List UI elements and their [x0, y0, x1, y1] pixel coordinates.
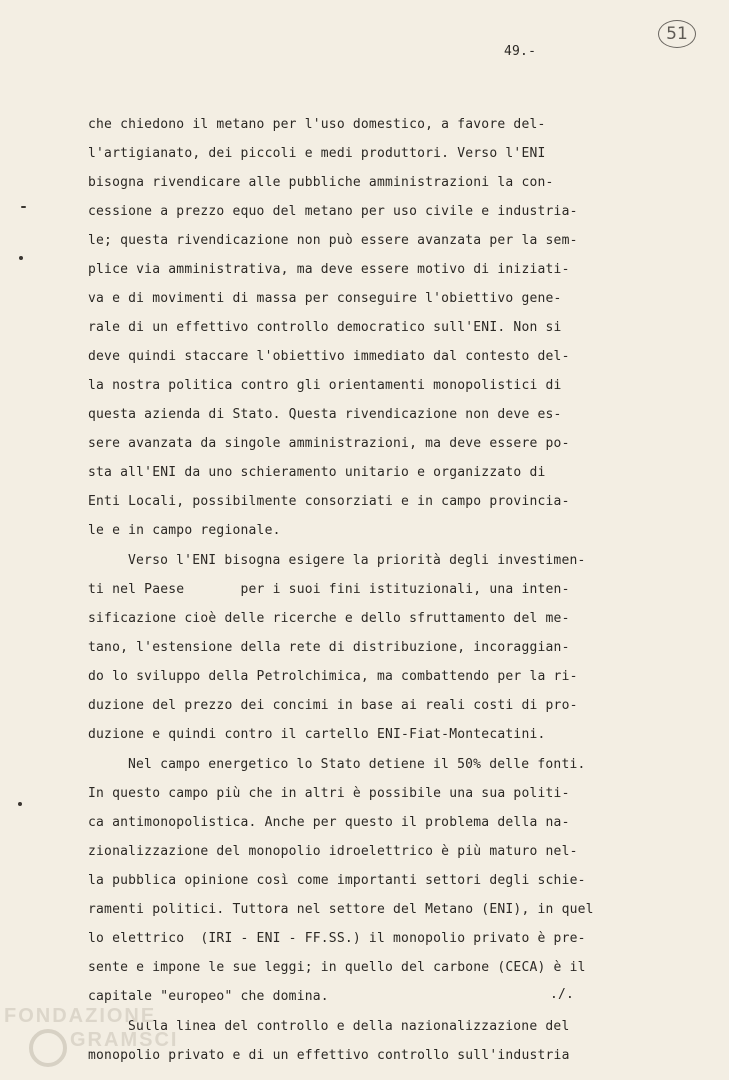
- text-line: Nel campo energetico lo Stato detiene il 50% delle fonti.: [128, 757, 586, 772]
- text-line: ca antimonopolistica. Anche per questo il problema della na-: [88, 815, 570, 830]
- margin-mark: [21, 206, 26, 208]
- text-line: zionalizzazione del monopolio idroelettrico è più maturo nel-: [88, 844, 578, 859]
- text-line: sta all'ENI da uno schieramento unitario e organizzato di: [88, 465, 546, 480]
- text-line: Enti Locali, possibilmente consorziati e in campo provincia-: [88, 494, 570, 509]
- text-line: sente e impone le sue leggi; in quello del carbone (CECA) è il: [88, 960, 586, 975]
- text-line: capitale "europeo" che domina.: [88, 989, 329, 1004]
- text-line: ramenti politici. Tuttora nel settore del Metano (ENI), in quel: [88, 902, 594, 917]
- archive-number-stamp: 51: [658, 20, 696, 48]
- text-line: le e in campo regionale.: [88, 523, 281, 538]
- text-line: le; questa rivendicazione non può essere avanzata per la sem-: [88, 233, 578, 248]
- text-line: duzione del prezzo dei concimi in base ai reali costi di pro-: [88, 698, 578, 713]
- text-line: va e di movimenti di massa per conseguire l'obiettivo gene-: [88, 291, 562, 306]
- text-line: che chiedono il metano per l'uso domestico, a favore del-: [88, 117, 546, 132]
- text-line: la nostra politica contro gli orientamenti monopolistici di: [88, 378, 562, 393]
- watermark-ring: [31, 1031, 65, 1065]
- text-line: monopolio privato e di un effettivo controllo sull'industria: [88, 1048, 570, 1063]
- text-line: lo elettrico (IRI - ENI - FF.SS.) il monopolio privato è pre-: [88, 931, 586, 946]
- text-line: Verso l'ENI bisogna esigere la priorità degli investimen-: [128, 553, 586, 568]
- text-line: In questo campo più che in altri è possibile una sua politi-: [88, 786, 570, 801]
- text-line: do lo sviluppo della Petrolchimica, ma combattendo per la ri-: [88, 669, 578, 684]
- text-line: sificazione cioè delle ricerche e dello sfruttamento del me-: [88, 611, 570, 626]
- watermark-line2: GRAMSCI: [70, 1029, 179, 1051]
- text-line: duzione e quindi contro il cartello ENI-Fiat-Montecatini.: [88, 727, 546, 742]
- watermark-logo: [0, 1000, 200, 1070]
- text-line: cessione a prezzo equo del metano per uso civile e industria-: [88, 204, 578, 219]
- margin-mark: [18, 802, 22, 806]
- text-line: questa azienda di Stato. Questa rivendicazione non deve es-: [88, 407, 562, 422]
- text-line: la pubblica opinione così come importanti settori degli schie-: [88, 873, 586, 888]
- page-number: 49.-: [504, 44, 537, 59]
- text-line: ti nel Paese per i suoi fini istituzionali, una inten-: [88, 582, 570, 597]
- text-line: deve quindi staccare l'obiettivo immediato dal contesto del-: [88, 349, 570, 364]
- text-line: plice via amministrativa, ma deve essere motivo di iniziati-: [88, 262, 570, 277]
- text-line: tano, l'estensione della rete di distribuzione, incoraggian-: [88, 640, 570, 655]
- text-line: bisogna rivendicare alle pubbliche amministrazioni la con-: [88, 175, 554, 190]
- text-line: sere avanzata da singole amministrazioni, ma deve essere po-: [88, 436, 570, 451]
- watermark-line1: FONDAZIONE: [4, 1005, 157, 1027]
- text-line: rale di un effettivo controllo democratico sull'ENI. Non si: [88, 320, 562, 335]
- text-line: Sulla linea del controllo e della nazionalizzazione del: [128, 1019, 570, 1034]
- continuation-mark: ./.: [550, 987, 575, 1002]
- text-line: l'artigianato, dei piccoli e medi produttori. Verso l'ENI: [88, 146, 546, 161]
- margin-mark: [19, 256, 23, 260]
